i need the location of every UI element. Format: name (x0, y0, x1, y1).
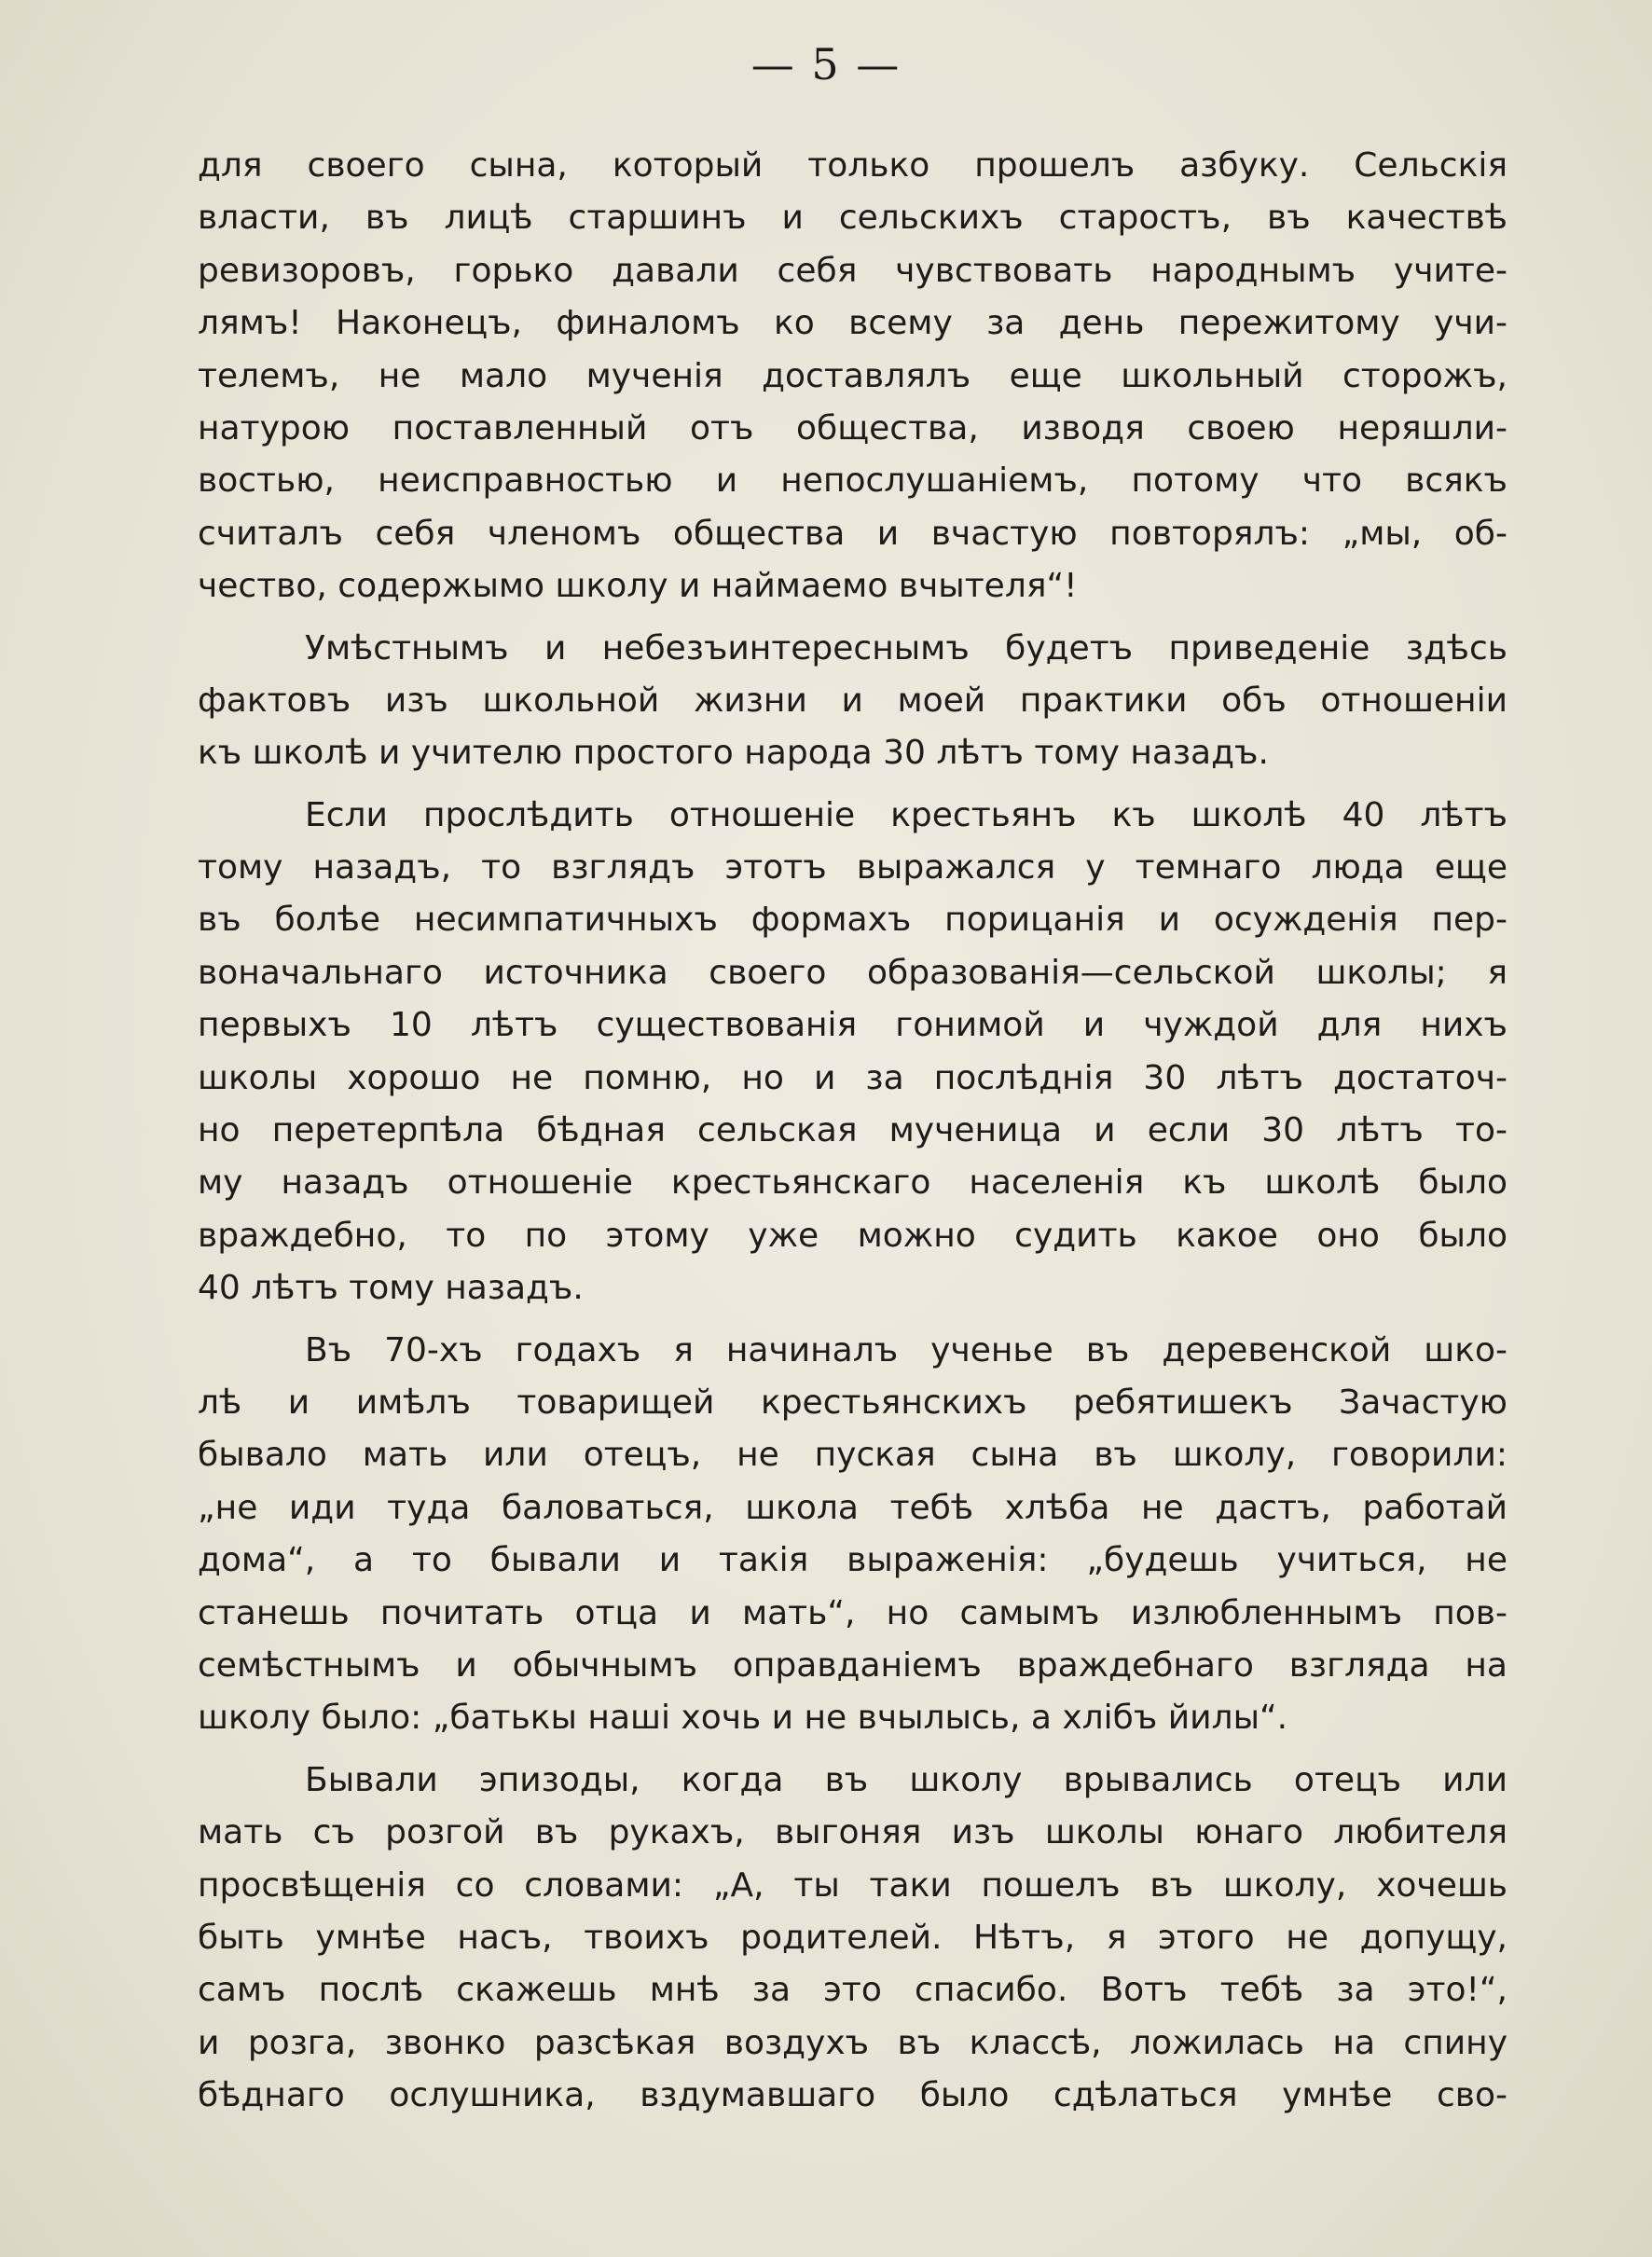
text-line: школы хорошо не помню, но и за послѣднія 30 лѣтъ достаточ- (198, 1058, 1507, 1097)
text-line: первыхъ 10 лѣтъ существованія гонимой и чуждой для нихъ (198, 1006, 1507, 1045)
text-line: телемъ, не мало мученія доставлялъ еще школьный сторожъ, (198, 356, 1507, 395)
text-line: тому назадъ, то взглядъ этотъ выражался у темнаго люда еще (198, 848, 1507, 888)
text-line: Умѣстнымъ и небезъинтереснымъ будетъ приведеніе здѣсь (305, 628, 1507, 667)
text-line: востью, неисправностью и непослушаніемъ, потому что всякъ (198, 461, 1507, 501)
text-line: въ болѣе несимпатичныхъ формахъ порицанія и осужденія пер- (198, 901, 1507, 940)
text-line: и розга, звонко разсѣкая воздухъ въ классѣ, ложилась на спину (198, 2023, 1507, 2062)
text-line: мать съ розгой въ рукахъ, выгоняя изъ школы юнаго любителя (198, 1813, 1507, 1852)
text-line: считалъ себя членомъ общества и вчастую повторялъ: „мы, об- (198, 514, 1507, 553)
text-line: натурою поставленный отъ общества, изводя своею неряшли- (198, 408, 1507, 447)
text-line: лямъ! Наконецъ, финаломъ ко всему за день пережитому учи- (198, 304, 1507, 343)
text-line: му назадъ отношеніе крестьянскаго населенія къ школѣ было (198, 1163, 1507, 1203)
text-line: воначальнаго источника своего образованія—сельской школы; я (198, 953, 1507, 992)
text-line: бѣднаго ослушника, вздумавшаго было сдѣлаться умнѣе сво- (198, 2076, 1507, 2115)
text-line: враждебно, то по этому уже можно судить какое оно было (198, 1216, 1507, 1255)
text-line: самъ послѣ скажешь мнѣ за это спасибо. Вотъ тебѣ за это!“, (198, 1971, 1507, 2010)
paragraph-1 (198, 140, 1507, 613)
text-line: „не иди туда баловаться, школа тебѣ хлѣба не дастъ, работай (198, 1488, 1507, 1527)
text-line: для своего сына, который только прошелъ азбуку. Сельскія (198, 146, 1507, 185)
text-line: дома“, а то бывали и такія выраженія: „будешь учиться, не (198, 1541, 1507, 1580)
paragraph-4 (198, 1325, 1507, 1745)
text-line: быть умнѣе насъ, твоихъ родителей. Нѣтъ, я этого не допущу, (198, 1918, 1507, 1957)
paragraph-5 (198, 1755, 1507, 2123)
text-line: лѣ и имѣлъ товарищей крестьянскихъ ребятишекъ Зачастую (198, 1383, 1507, 1422)
text-line: просвѣщенія со словами: „А, ты таки пошелъ въ школу, хочешь (198, 1865, 1507, 1905)
text-line: станешь почитать отца и мать“, но самымъ излюбленнымъ пов- (198, 1593, 1507, 1632)
text-line: 40 лѣтъ тому назадъ. (198, 1269, 584, 1308)
text-line: чество, содержымо школу и наймаемо вчытеля“! (198, 567, 1078, 606)
text-line: власти, въ лицѣ старшинъ и сельскихъ старостъ, въ качествѣ (198, 199, 1507, 238)
body-text (198, 140, 1507, 2131)
text-line: къ школѣ и учителю простого народа 30 лѣтъ тому назадъ. (198, 734, 1269, 773)
text-line: ревизоровъ, горько давали себя чувствовать народнымъ учите- (198, 251, 1507, 290)
text-line: бывало мать или отецъ, не пуская сына въ школу, говорили: (198, 1436, 1507, 1475)
paragraph-2 (198, 623, 1507, 780)
text-line: школу было: „батькы наші хочь и не вчылысь, а хлібъ йилы“. (198, 1699, 1288, 1738)
text-line: Если прослѣдить отношеніе крестьянъ къ школѣ 40 лѣтъ (305, 795, 1507, 834)
text-line: но перетерпѣла бѣдная сельская мученица и если 30 лѣтъ то- (198, 1111, 1507, 1150)
paragraph-3 (198, 790, 1507, 1315)
text-line: Бывали эпизоды, когда въ школу врывались отецъ или (305, 1760, 1507, 1799)
page-number: — 5 — (750, 39, 902, 89)
text-line: семѣстнымъ и обычнымъ оправданіемъ враждебнаго взгляда на (198, 1645, 1507, 1685)
text-line: фактовъ изъ школьной жизни и моей практики объ отношеніи (198, 681, 1507, 720)
text-line: Въ 70-хъ годахъ я начиналъ ученье въ деревенской шко- (305, 1330, 1507, 1369)
